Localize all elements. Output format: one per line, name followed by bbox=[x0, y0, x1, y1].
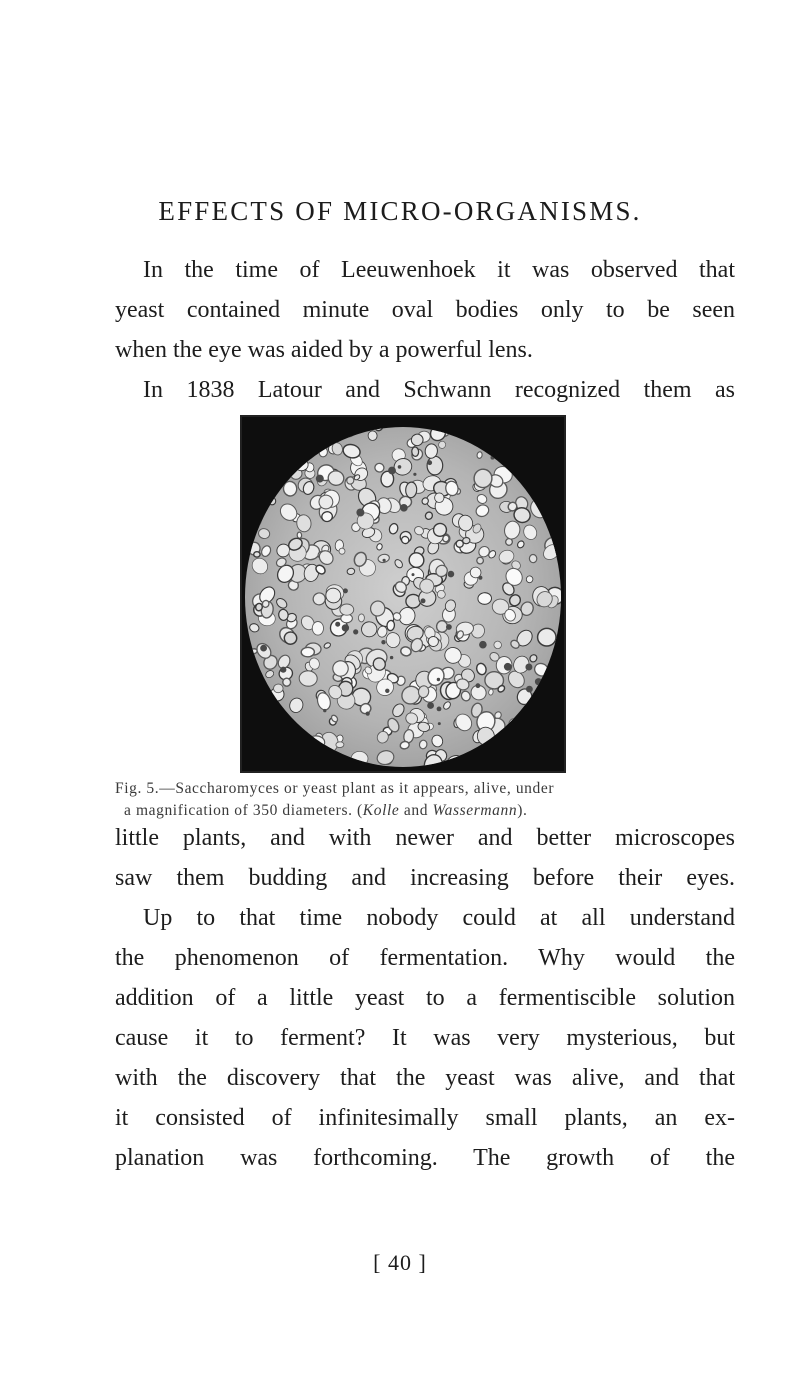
text-line: little plants, and with newer and better microscopes bbox=[115, 825, 735, 851]
text-line: Up to that time nobody could at all understand bbox=[143, 905, 735, 931]
yeast-granule bbox=[342, 624, 349, 631]
text-line: yeast contained minute oval bodies only to be seen bbox=[115, 297, 735, 323]
yeast-cell bbox=[301, 647, 315, 657]
yeast-granule bbox=[385, 689, 389, 693]
caption-text: ). bbox=[517, 802, 528, 819]
caption-text: and bbox=[399, 802, 433, 819]
yeast-granule bbox=[448, 571, 455, 578]
yeast-granule bbox=[427, 460, 432, 465]
yeast-granule bbox=[381, 640, 385, 644]
yeast-granule bbox=[437, 707, 442, 712]
text-line: planation was forthcoming. The growth of the bbox=[115, 1145, 735, 1171]
yeast-granule bbox=[413, 473, 416, 476]
text-line: In 1838 Latour and Schwann recognized them as bbox=[143, 377, 735, 403]
yeast-granule bbox=[400, 504, 408, 512]
yeast-granule bbox=[383, 559, 386, 562]
yeast-granule bbox=[438, 722, 441, 725]
yeast-cell bbox=[473, 468, 492, 488]
caption-author: Wassermann bbox=[432, 802, 518, 819]
yeast-granule bbox=[343, 588, 348, 593]
caption-author: Kolle bbox=[362, 802, 400, 819]
text-line: addition of a little yeast to a fermentiscible solution bbox=[115, 985, 735, 1011]
yeast-cell bbox=[477, 451, 483, 458]
yeast-granule bbox=[366, 712, 370, 716]
yeast-granule bbox=[437, 678, 440, 681]
text-line: saw them budding and increasing before their eyes. bbox=[115, 865, 735, 891]
yeast-cell bbox=[462, 537, 470, 544]
yeast-granule bbox=[427, 702, 434, 709]
yeast-granule bbox=[323, 709, 326, 712]
yeast-granule bbox=[260, 645, 267, 652]
yeast-granule bbox=[390, 656, 393, 659]
yeast-cell bbox=[340, 604, 354, 615]
yeast-cell bbox=[254, 552, 260, 558]
paragraph-bottom bbox=[115, 818, 735, 1178]
paragraph-top bbox=[115, 250, 735, 410]
yeast-granule bbox=[388, 467, 396, 475]
yeast-granule bbox=[316, 475, 324, 483]
yeast-granule bbox=[446, 624, 452, 630]
yeast-granule bbox=[353, 629, 358, 634]
yeast-cell bbox=[538, 628, 556, 646]
yeast-cell bbox=[282, 677, 291, 686]
yeast-granule bbox=[478, 576, 482, 580]
yeast-cell bbox=[368, 431, 378, 441]
caption-text: a magnification of 350 diameters. ( bbox=[124, 802, 363, 819]
yeast-granule bbox=[398, 465, 402, 469]
text-line: cause it to ferment? It was very mysterious, but bbox=[115, 1025, 735, 1051]
yeast-cell bbox=[312, 622, 323, 636]
yeast-cell bbox=[478, 592, 492, 605]
yeast-granule bbox=[335, 622, 340, 627]
yeast-cell bbox=[336, 742, 344, 748]
yeast-cell bbox=[437, 621, 448, 633]
yeast-cell bbox=[386, 620, 395, 631]
yeast-granule bbox=[479, 641, 487, 649]
yeast-granule bbox=[476, 683, 481, 688]
yeast-cell bbox=[435, 493, 445, 503]
yeast-cell bbox=[411, 447, 418, 457]
yeast-cell bbox=[526, 576, 533, 584]
yeast-granule bbox=[356, 509, 364, 517]
caption-line: Fig. 5.—Saccharomyces or yeast plant as it appears, alive, under bbox=[115, 780, 555, 797]
yeast-cell bbox=[529, 554, 537, 563]
yeast-cell bbox=[273, 684, 283, 693]
yeast-cell bbox=[339, 548, 346, 555]
text-line: In the time of Leeuwenhoek it was observed that bbox=[143, 257, 735, 283]
yeast-micrograph-image bbox=[242, 417, 564, 771]
yeast-micrograph-figure bbox=[240, 415, 566, 773]
yeast-cell bbox=[297, 532, 302, 539]
yeast-cell bbox=[405, 482, 417, 498]
running-head: EFFECTS OF MICRO-ORGANISMS. bbox=[158, 196, 642, 226]
figure-caption bbox=[115, 778, 735, 822]
yeast-cell bbox=[284, 631, 298, 645]
yeast-granule bbox=[504, 663, 512, 671]
yeast-granule bbox=[421, 598, 426, 603]
yeast-cell bbox=[347, 568, 355, 575]
page-number: [ 40 ] bbox=[373, 1250, 427, 1275]
yeast-cell bbox=[299, 670, 318, 686]
yeast-granule bbox=[525, 664, 532, 671]
text-line: with the discovery that the yeast was alive, and that bbox=[115, 1065, 735, 1091]
yeast-granule bbox=[280, 667, 286, 673]
text-line: the phenomenon of fermentation. Why would the bbox=[115, 945, 735, 971]
text-line: it consisted of infinitesimally small plants, an ex- bbox=[115, 1105, 735, 1131]
yeast-cell bbox=[427, 456, 443, 475]
yeast-granule bbox=[526, 686, 533, 693]
text-line: when the eye was aided by a powerful lens. bbox=[115, 337, 533, 363]
yeast-cell bbox=[358, 614, 364, 622]
yeast-granule bbox=[412, 573, 415, 576]
